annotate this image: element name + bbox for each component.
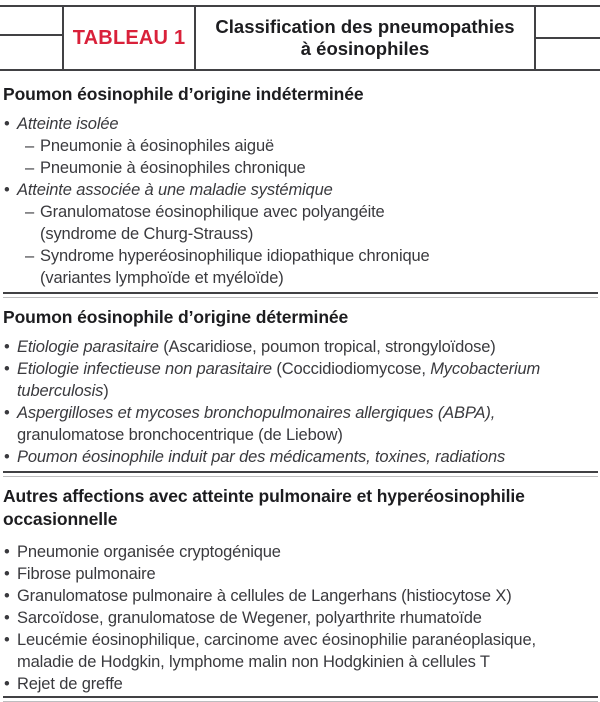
bullet-icon: • bbox=[4, 565, 10, 583]
section-heading: Poumon éosinophile d’origine indéterminée bbox=[3, 84, 364, 104]
bullet-icon: • bbox=[4, 675, 10, 693]
item-text: Fibrose pulmonaire bbox=[17, 565, 156, 583]
list-item bbox=[3, 135, 598, 157]
list-item bbox=[3, 157, 598, 179]
list-item bbox=[3, 563, 598, 585]
dash-icon: – bbox=[25, 247, 35, 265]
dash-icon: – bbox=[25, 137, 35, 155]
list-item bbox=[3, 446, 598, 468]
header-rule-bottom bbox=[0, 69, 600, 71]
bullet-icon: • bbox=[4, 587, 10, 605]
right-margin-rule bbox=[535, 37, 600, 39]
table-title-line1: Classification des pneumopathies bbox=[215, 16, 515, 37]
bullet-icon: • bbox=[4, 360, 10, 378]
section bbox=[3, 83, 598, 298]
item-text: Rejet de greffe bbox=[17, 675, 123, 693]
item-text: Granulomatose éosinophilique avec polyangéite (syndrome de Churg-Strauss) bbox=[40, 203, 385, 243]
item-text: Aspergilloses et mycoses bronchopulmonaires allergiques (ABPA), granulomatose bronchocentrique (de Liebow) bbox=[17, 404, 496, 444]
item-text: Pneumonie organisée cryptogénique bbox=[17, 543, 281, 561]
list-item bbox=[3, 358, 598, 402]
bullet-icon: • bbox=[4, 115, 10, 133]
section bbox=[3, 306, 598, 477]
bullet-icon: • bbox=[4, 181, 10, 199]
item-text: Etiologie infectieuse non parasitaire (Coccidiodiomycose, Mycobacterium tuberculosis) bbox=[17, 360, 541, 400]
bullet-icon: • bbox=[4, 609, 10, 627]
section-heading: Poumon éosinophile d’origine déterminée bbox=[3, 307, 349, 327]
list-item bbox=[3, 629, 598, 673]
dash-icon: – bbox=[25, 203, 35, 221]
bullet-icon: • bbox=[4, 338, 10, 356]
table-number-label: TABLEAU 1 bbox=[72, 26, 186, 49]
list-item bbox=[3, 336, 598, 358]
list-item bbox=[3, 179, 598, 201]
item-text: Atteinte associée à une maladie systémique bbox=[17, 181, 333, 199]
table-header bbox=[0, 0, 600, 73]
item-text: Syndrome hyperéosinophilique idiopathique chronique (variantes lymphoïde et myéloïde) bbox=[40, 247, 430, 287]
section bbox=[3, 485, 598, 702]
section-divider bbox=[3, 292, 598, 298]
list-item bbox=[3, 541, 598, 563]
item-text: Atteinte isolée bbox=[17, 115, 119, 133]
section-divider bbox=[3, 471, 598, 477]
table-title-line2: à éosinophiles bbox=[300, 38, 430, 59]
table-title bbox=[196, 7, 534, 69]
list-item bbox=[3, 245, 598, 289]
dash-icon: – bbox=[25, 159, 35, 177]
item-text: Pneumonie à éosinophiles chronique bbox=[40, 159, 306, 177]
list-item bbox=[3, 402, 598, 446]
bullet-icon: • bbox=[4, 448, 10, 466]
item-text: Etiologie parasitaire (Ascaridiose, poumon tropical, strongyloïdose) bbox=[17, 338, 496, 356]
list-item bbox=[3, 585, 598, 607]
bullet-icon: • bbox=[4, 404, 10, 422]
sections bbox=[0, 83, 600, 702]
list-item bbox=[3, 201, 598, 245]
section-divider bbox=[3, 696, 598, 702]
item-text: Sarcoïdose, granulomatose de Wegener, polyarthrite rhumatoïde bbox=[17, 609, 482, 627]
bullet-icon: • bbox=[4, 631, 10, 649]
list-item bbox=[3, 113, 598, 135]
list-item bbox=[3, 673, 598, 695]
section-heading: Autres affections avec atteinte pulmonaire et hyperéosinophilie occasionnelle bbox=[3, 486, 525, 529]
bullet-icon: • bbox=[4, 543, 10, 561]
header-vertical-rule-3 bbox=[534, 5, 536, 71]
left-margin-rule bbox=[0, 34, 62, 36]
item-text: Pneumonie à éosinophiles aiguë bbox=[40, 137, 275, 155]
item-text: Poumon éosinophile induit par des médicaments, toxines, radiations bbox=[17, 448, 506, 466]
item-text: Leucémie éosinophilique, carcinome avec éosinophilie paranéoplasique, maladie de Hodgkin, lymphome malin non Hodgkinien à cellules T bbox=[17, 631, 536, 671]
item-text: Granulomatose pulmonaire à cellules de Langerhans (histiocytose X) bbox=[17, 587, 512, 605]
list-item bbox=[3, 607, 598, 629]
